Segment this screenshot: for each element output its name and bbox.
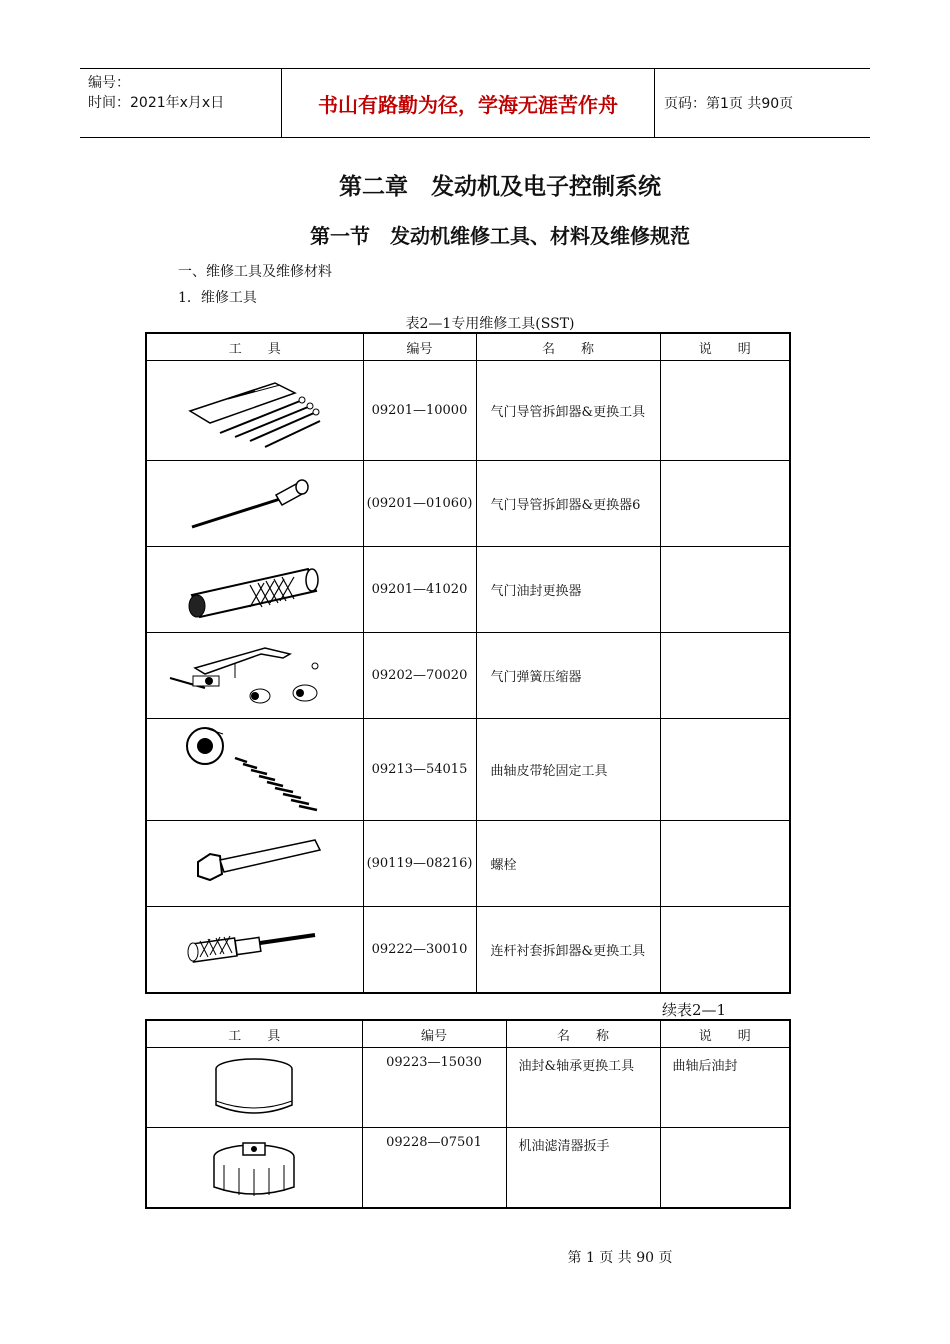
header-code: 编号 (363, 333, 476, 361)
table-header-row (146, 1020, 790, 1048)
tool-note (660, 547, 790, 633)
tool-note (660, 1128, 790, 1208)
tool-note (660, 361, 790, 461)
table-header-row (146, 333, 790, 361)
con-rod-bushing-tool-icon (180, 919, 330, 979)
tool-code: 09223—15030 (362, 1048, 506, 1128)
header-tool: 工 具 (146, 1020, 362, 1048)
header-tool: 工 具 (146, 333, 363, 361)
tool-note (660, 633, 790, 719)
tool-code: (90119—08216) (363, 821, 476, 907)
oil-seal-bearing-replacer-icon (199, 1055, 309, 1125)
bolt-icon (180, 834, 330, 894)
oil-filter-wrench-icon (199, 1135, 309, 1205)
tool-code: 09202—70020 (363, 633, 476, 719)
header-note: 说 明 (660, 333, 790, 361)
table-row (146, 907, 790, 993)
tool-note: 曲轴后油封 (660, 1048, 790, 1128)
table-row (146, 461, 790, 547)
tool-name: 气门油封更换器 (476, 547, 660, 633)
tool-name: 气门弹簧压缩器 (476, 633, 660, 719)
crankshaft-pulley-holder-icon (175, 724, 335, 816)
page-footer: 第 1 页 共 90 页 (567, 1250, 673, 1266)
tool-note (660, 461, 790, 547)
time-label: 时间：2021年x月x日 (88, 95, 225, 111)
table-row (146, 633, 790, 719)
table-row (146, 821, 790, 907)
valve-guide-tool-set-icon (180, 371, 330, 451)
tool-name: 油封&轴承更换工具 (506, 1048, 660, 1128)
table-row (146, 719, 790, 821)
valve-oil-seal-replacer-icon (180, 555, 330, 625)
tool-name: 气门导管拆卸器&更换器6 (476, 461, 660, 547)
tool-code: 09222—30010 (363, 907, 476, 993)
section-title: 第一节 发动机维修工具、材料及维修规范 (310, 224, 690, 248)
table-row (146, 547, 790, 633)
header-name: 名 称 (476, 333, 660, 361)
tool-name: 螺栓 (476, 821, 660, 907)
tool-code: 09228—07501 (362, 1128, 506, 1208)
sst-table (145, 332, 791, 994)
tool-note (660, 821, 790, 907)
table2-caption: 续表2—1 (662, 1001, 727, 1019)
tool-note (660, 907, 790, 993)
header-note: 说 明 (660, 1020, 790, 1048)
sst-table-continued (145, 1019, 791, 1209)
tool-code: (09201—01060) (363, 461, 476, 547)
header-meta (88, 73, 224, 113)
code-label: 编号： (88, 75, 130, 91)
table-row (146, 361, 790, 461)
valve-spring-compressor-icon (165, 638, 345, 714)
header-code: 编号 (362, 1020, 506, 1048)
paragraph-subheading: 1．维修工具 (178, 290, 257, 306)
tool-name: 曲轴皮带轮固定工具 (476, 719, 660, 821)
header-page-label: 页码：第1页 共90页 (664, 96, 794, 112)
tool-code: 09213—54015 (363, 719, 476, 821)
tool-name: 气门导管拆卸器&更换工具 (476, 361, 660, 461)
page-header (80, 68, 870, 138)
chapter-title: 第二章 发动机及电子控制系统 (339, 174, 661, 200)
header-name: 名 称 (506, 1020, 660, 1048)
paragraph-heading: 一、维修工具及维修材料 (178, 264, 332, 280)
tool-code: 09201—41020 (363, 547, 476, 633)
tool-name: 连杆衬套拆卸器&更换工具 (476, 907, 660, 993)
table-row (146, 1128, 790, 1208)
table-row (146, 1048, 790, 1128)
tool-name: 机油滤清器扳手 (506, 1128, 660, 1208)
table1-caption: 表2—1专用维修工具(SST) (405, 316, 575, 332)
valve-guide-remover-icon (180, 469, 330, 539)
tool-code: 09201—10000 (363, 361, 476, 461)
tool-note (660, 719, 790, 821)
header-divider (654, 69, 655, 137)
header-motto: 书山有路勤为径，学海无涯苦作舟 (318, 92, 618, 117)
